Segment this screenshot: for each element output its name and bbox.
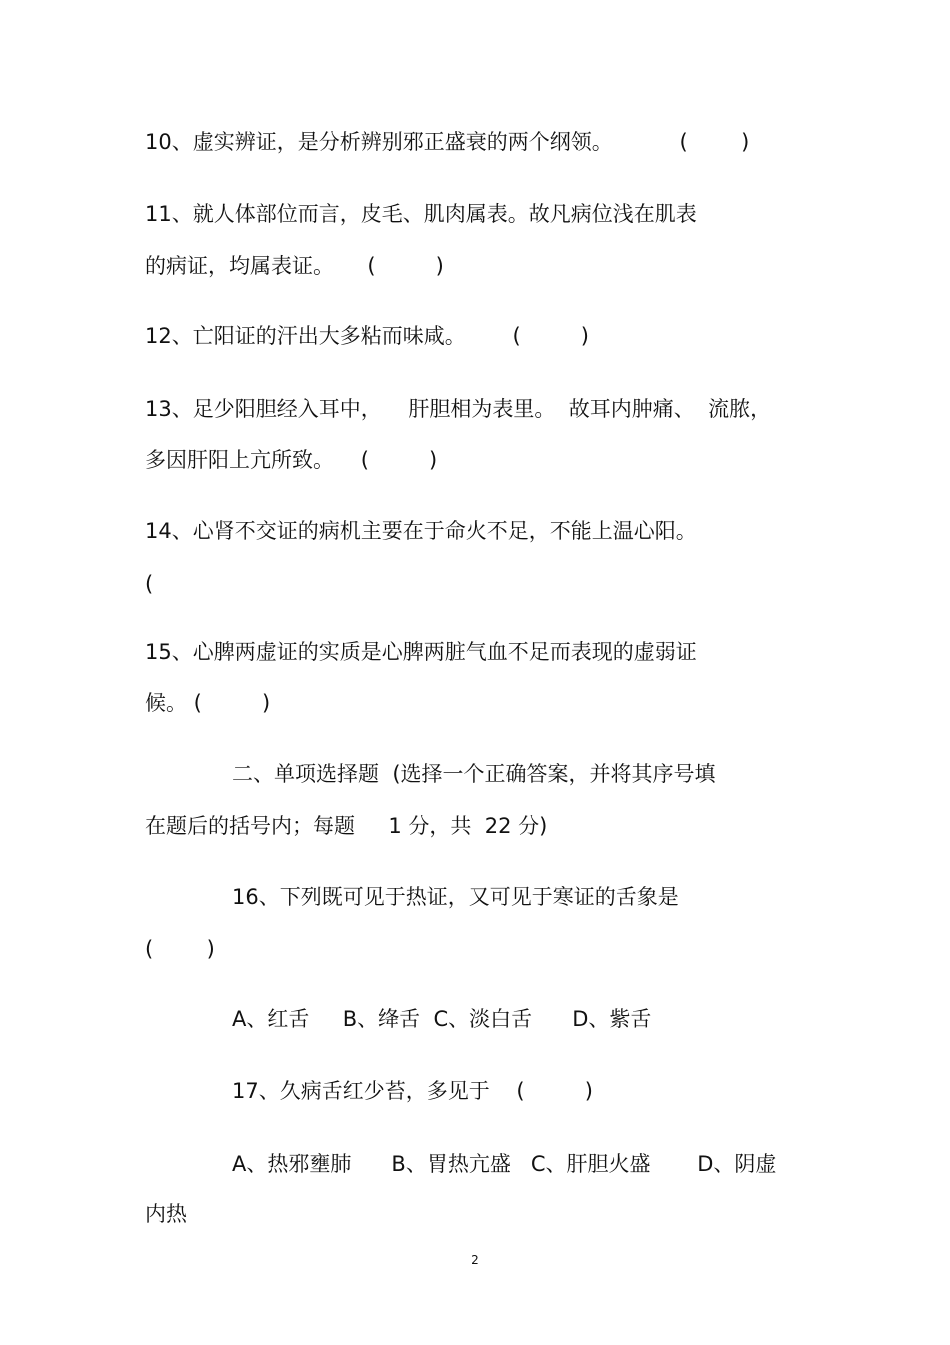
- question-10: 10、虚实辨证，是分析辨别邪正盛衰的两个纲领。 ( ): [145, 130, 750, 154]
- question-15-line-1: 15、心脾两虚证的实质是心脾两脏气血不足而表现的虚弱证: [145, 640, 697, 664]
- question-11-line-2: 的病证，均属表证。 ( ): [145, 254, 444, 278]
- section-heading-line-2: 在题后的括号内；每题 1 分，共 22 分): [145, 814, 548, 838]
- question-17-options-line-2: 内热: [145, 1202, 187, 1226]
- question-17: 17、久病舌红少苔，多见于 ( ): [232, 1079, 593, 1103]
- question-17-options-line-1: A、热邪壅肺 B、胃热亢盛 C、肝胆火盛 D、阴虚: [232, 1152, 777, 1176]
- question-12: 12、亡阳证的汗出大多粘而味咸。 ( ): [145, 324, 589, 348]
- question-16-options: A、红舌 B、绛舌 C、淡白舌 D、紫舌: [232, 1007, 652, 1031]
- question-14-line-1: 14、心肾不交证的病机主要在于命火不足，不能上温心阳。: [145, 519, 697, 543]
- question-11-line-1: 11、就人体部位而言，皮毛、肌肉属表。故凡病位浅在肌表: [145, 202, 697, 226]
- page-number: 2: [471, 1253, 479, 1267]
- question-15-line-2: 候。 ( ): [145, 691, 271, 715]
- question-13-line-1: 13、足少阳胆经入耳中， 肝胆相为表里。 故耳内肿痛、 流脓，: [145, 397, 772, 421]
- question-13-line-2: 多因肝阳上亢所致。 ( ): [145, 448, 438, 472]
- question-14-line-2: (: [145, 572, 154, 596]
- question-16-line-1: 16、下列既可见于热证，又可见于寒证的舌象是: [232, 885, 679, 909]
- question-16-line-2: ( ): [145, 937, 215, 961]
- section-heading-line-1: 二、单项选择题 (选择一个正确答案，并将其序号填: [232, 762, 716, 786]
